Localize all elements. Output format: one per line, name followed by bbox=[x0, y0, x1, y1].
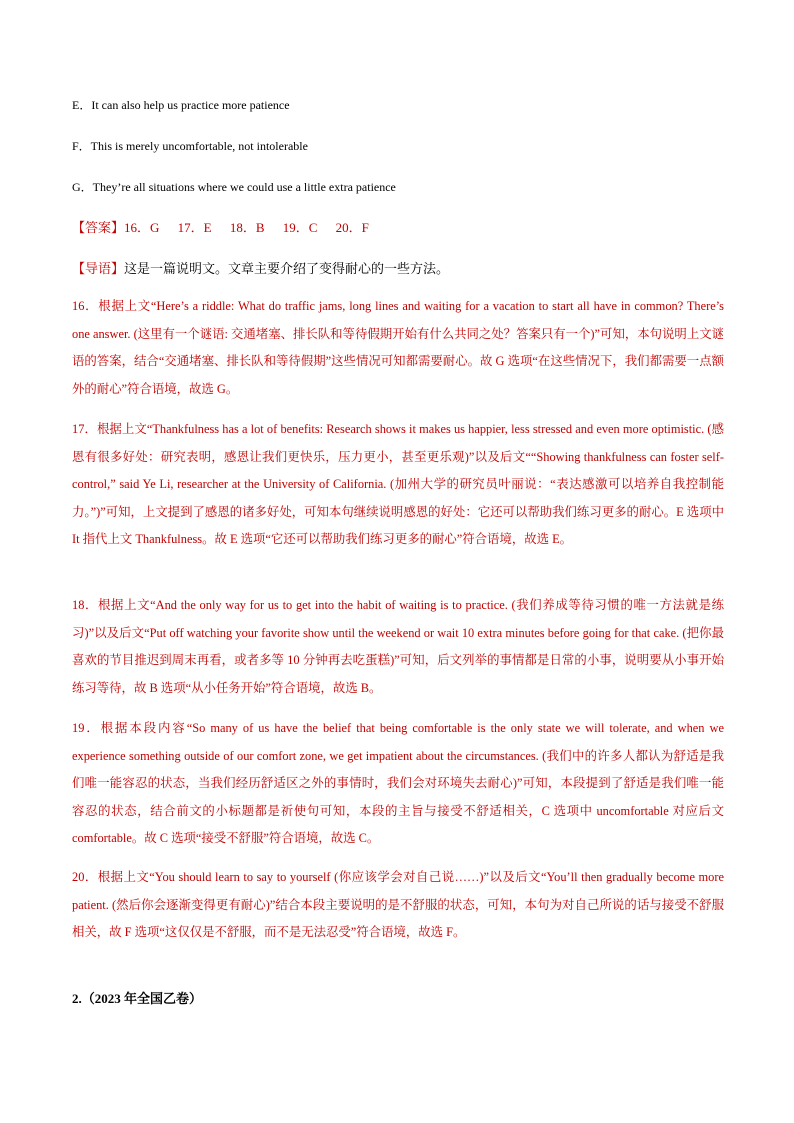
explanation-16: 16．根据上文“Here’s a riddle: What do traffic jams, long lines and waiting for a vacation to start all have in common? There’s one answer. (这里有一个谜语: 交通堵塞、排长队和等待假期开始有什么共同之处？答案只有一个)”可知，本句说明上文谜语的答案，结合“交通堵塞、排长队和等待假期”这些情况可知都需要耐心。故 G 选项“在这些情况下，我们都需要一点额外的耐心”符合语境，故选 G。 bbox=[72, 299, 724, 396]
explanation-18: 18．根据上文“And the only way for us to get into the habit of waiting is to practice. (我们养成等待习惯的唯一方法就是练习)”以及后文“Put off watching your favorite show until the weekend or wait 10 extra minutes before going for that cake. (把你最喜欢的节目推迟到周末再看，或者多等 10 分钟再去吃蛋糕)”可知，后文列举的事情都是日常的小事，说明要从小事开始练习等待，故 B 选项“从小任务开始”符合语境，故选 B。 bbox=[72, 598, 724, 695]
answer-label: 【答案】 bbox=[72, 221, 125, 236]
guide-line bbox=[72, 258, 449, 277]
guide-label: 【导语】 bbox=[72, 262, 125, 277]
answer-values: 16．G 17．E 18．B 19．C 20．F bbox=[124, 220, 369, 235]
option-g: G．They’re all situations where we could use a little extra patience bbox=[72, 180, 396, 194]
explanation-20: 20．根据上文“You should learn to say to yourself (你应该学会对自己说……)”以及后文“You’ll then gradually become more patient. (然后你会逐渐变得更有耐心)”结合本段主要说明的是不舒服的状态，可知，本句为对自己所说的话与接受不舒服相关，故 F 选项“这仅仅是不舒服，而不是无法忍受”符合语境，故选 F。 bbox=[72, 870, 724, 939]
explanation-17: 17．根据上文“Thankfulness has a lot of benefits: Research shows it makes us happier, less stressed and even more optimistic. (感恩有很多好处：研究表明，感恩让我们更快乐，压力更小，甚至更乐观)”以及后文““Showing thankfulness can foster self-control,” said Ye Li, researcher at the University of California. (加州大学的研究员叶丽说：“表达感激可以培养自我控制能力。”)”可知，上文提到了感恩的诸多好处，可知本句继续说明感恩的好处：它还可以帮助我们练习更多的耐心。E 选项中 It 指代上文 Thankfulness。故 E 选项“它还可以帮助我们练习更多的耐心”符合语境，故选 E。 bbox=[72, 422, 724, 546]
answer-line bbox=[72, 217, 369, 236]
option-f: F．This is merely uncomfortable, not intolerable bbox=[72, 139, 308, 153]
next-question-heading: 2.（2023 年全国乙卷） bbox=[72, 991, 203, 1006]
guide-text: 这是一篇说明文。文章主要介绍了变得耐心的一些方法。 bbox=[124, 262, 450, 277]
option-e: E．It can also help us practice more patience bbox=[72, 98, 290, 112]
explanation-19: 19．根据本段内容“So many of us have the belief that being comfortable is the only state we will tolerate, and when we experience something outside of our comfort zone, we get impatient about the circumstances. (我们中的许多人都认为舒适是我们唯一能容忍的状态，当我们经历舒适区之外的事情时，我们会对环境失去耐心)”可知，本段提到了舒适是我们唯一能容忍的状态，结合前文的小标题都是祈使句可知，本段的主旨与接受不舒适相关，C 选项中 uncomfortable 对应后文 comfortable。故 C 选项“接受不舒服”符合语境，故选 C。 bbox=[72, 721, 724, 845]
